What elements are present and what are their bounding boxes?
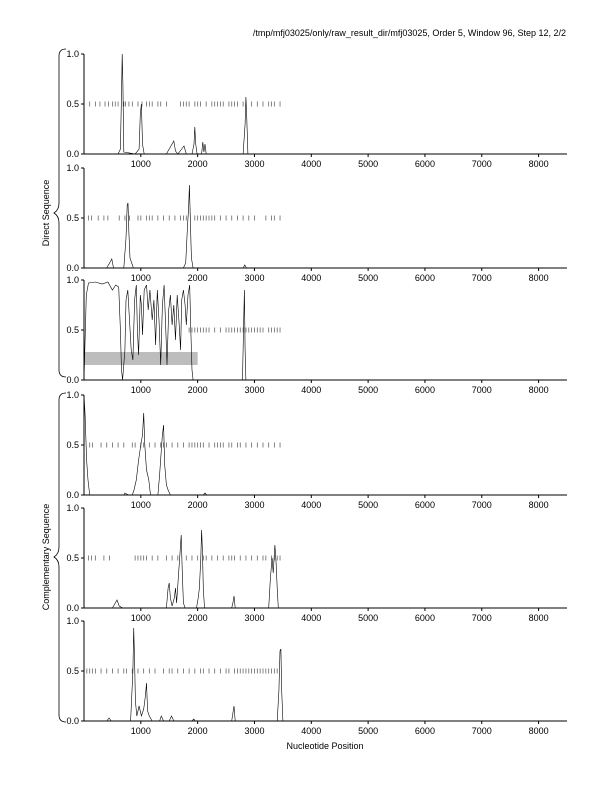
direct-sequence-label: Direct Sequence — [41, 179, 51, 247]
x-tick-label: 2000 — [187, 500, 208, 510]
x-tick-label: 5000 — [358, 385, 379, 395]
figure-header: /tmp/mfj03025/only/raw_result_dir/mfj03025, Order 5, Window 96, Step 12, 2/2 — [252, 28, 566, 38]
x-tick-label: 3000 — [244, 159, 265, 169]
x-tick-label: 6000 — [414, 726, 435, 736]
complementary-sequence-label: Complementary Sequence — [41, 503, 51, 611]
x-tick-label: 7000 — [471, 726, 492, 736]
x-tick-label: 3000 — [244, 500, 265, 510]
y-tick-label: 0.5 — [66, 440, 79, 450]
y-tick-label: 0.5 — [66, 325, 79, 335]
x-tick-label: 8000 — [528, 159, 549, 169]
x-tick-label: 8000 — [528, 613, 549, 623]
x-axis-label: Nucleotide Position — [286, 741, 364, 751]
panel-4 — [66, 390, 567, 510]
y-tick-label: 1.0 — [66, 163, 79, 173]
x-tick-label: 2000 — [187, 613, 208, 623]
y-tick-label: 0.0 — [66, 716, 79, 726]
x-tick-label: 6000 — [414, 500, 435, 510]
x-tick-label: 6000 — [414, 273, 435, 283]
x-tick-label: 4000 — [301, 726, 322, 736]
y-tick-label: 0.0 — [66, 603, 79, 613]
y-tick-label: 1.0 — [66, 390, 79, 400]
x-tick-label: 6000 — [414, 159, 435, 169]
x-tick-label: 7000 — [471, 273, 492, 283]
x-tick-label: 7000 — [471, 500, 492, 510]
y-tick-label: 0.0 — [66, 375, 79, 385]
panel-3 — [66, 275, 567, 395]
x-tick-label: 5000 — [358, 726, 379, 736]
x-tick-label: 2000 — [187, 385, 208, 395]
x-tick-label: 6000 — [414, 385, 435, 395]
panel-1 — [66, 49, 567, 169]
x-tick-label: 8000 — [528, 273, 549, 283]
coding-potential-line — [84, 54, 567, 154]
y-tick-label: 0.5 — [66, 666, 79, 676]
x-tick-label: 5000 — [358, 500, 379, 510]
x-tick-label: 7000 — [471, 385, 492, 395]
x-tick-label: 3000 — [244, 273, 265, 283]
x-tick-label: 8000 — [528, 500, 549, 510]
x-tick-label: 3000 — [244, 726, 265, 736]
x-tick-label: 5000 — [358, 613, 379, 623]
x-tick-label: 7000 — [471, 159, 492, 169]
y-tick-label: 1.0 — [66, 275, 79, 285]
panels — [66, 49, 567, 736]
panel-2 — [66, 163, 567, 283]
x-tick-label: 3000 — [244, 613, 265, 623]
coding-potential-line — [84, 185, 567, 268]
coding-potential-line — [84, 530, 567, 608]
x-tick-label: 2000 — [187, 159, 208, 169]
x-tick-label: 1000 — [130, 613, 151, 623]
x-tick-label: 4000 — [301, 500, 322, 510]
x-tick-label: 6000 — [414, 613, 435, 623]
y-tick-label: 0.5 — [66, 213, 79, 223]
x-tick-label: 2000 — [187, 273, 208, 283]
y-tick-label: 0.0 — [66, 490, 79, 500]
x-tick-label: 4000 — [301, 159, 322, 169]
x-tick-label: 7000 — [471, 613, 492, 623]
x-tick-label: 3000 — [244, 385, 265, 395]
x-tick-label: 1000 — [130, 385, 151, 395]
y-tick-label: 1.0 — [66, 616, 79, 626]
x-tick-label: 1000 — [130, 273, 151, 283]
x-tick-label: 1000 — [130, 726, 151, 736]
x-tick-label: 1000 — [130, 159, 151, 169]
x-tick-label: 4000 — [301, 613, 322, 623]
y-tick-label: 0.0 — [66, 263, 79, 273]
y-tick-label: 1.0 — [66, 49, 79, 59]
coding-potential-line — [84, 628, 567, 721]
panel-5 — [66, 503, 567, 623]
x-tick-label: 5000 — [358, 159, 379, 169]
highlight-box — [84, 352, 198, 365]
panel-6 — [66, 616, 567, 736]
x-tick-label: 1000 — [130, 500, 151, 510]
y-tick-label: 1.0 — [66, 503, 79, 513]
complementary-sequence-brace — [54, 393, 66, 722]
direct-sequence-brace — [54, 49, 66, 377]
x-tick-label: 8000 — [528, 385, 549, 395]
x-tick-label: 4000 — [301, 385, 322, 395]
y-tick-label: 0.5 — [66, 99, 79, 109]
x-tick-label: 4000 — [301, 273, 322, 283]
x-tick-label: 8000 — [528, 726, 549, 736]
y-tick-label: 0.5 — [66, 553, 79, 563]
x-tick-label: 2000 — [187, 726, 208, 736]
x-tick-label: 5000 — [358, 273, 379, 283]
coding-potential-line — [84, 395, 567, 495]
y-tick-label: 0.0 — [66, 149, 79, 159]
coding-potential-line — [84, 282, 567, 380]
